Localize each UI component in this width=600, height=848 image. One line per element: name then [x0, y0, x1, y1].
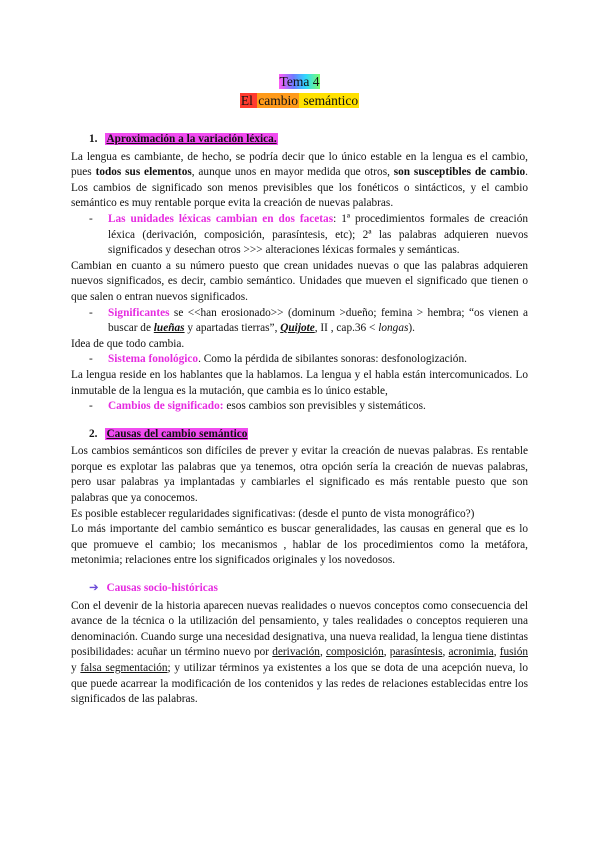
list-item: - Las unidades léxicas cambian en dos facetas: 1ª procedimientos formales de creación léxica (derivación, composición, parasíntesis, etc); 2ª las palabras adquieren nuevos significados y desechan otros >>> alteraciones léxicas formales y semánticas. [71, 212, 528, 259]
chapter-title: El cambio semántico [240, 93, 359, 108]
bullet-list-3 [71, 352, 528, 368]
bullet-list-4 [71, 399, 528, 415]
section1-paragraph-1: La lengua es cambiante, de hecho, se podría decir que lo único estable en la lengua es el cambio, pues todos sus elementos, aunque unos en mayor medida que otros, son susceptibles de cambio. Los cambios de significado son menos previsibles que los fonéticos o sintácticos, y el cambio semántico es muy rentable porque evita la creación de nuevas palabras. [71, 150, 528, 210]
arrow-right-icon: ➔ [89, 582, 99, 595]
section2-paragraph-2: Es posible establecer regularidades significativas: (desde el punto de vista monográfico?) [71, 507, 475, 520]
bullet-list-1 [71, 212, 528, 259]
list-item: - Cambios de significado: esos cambios son previsibles y sistemáticos. [71, 399, 528, 415]
subsection-heading: ➔ Causas socio-históricas [89, 582, 218, 595]
title-block [71, 72, 528, 110]
section1-paragraph-4: La lengua reside en los hablantes que la hablamos. La lengua y el habla están intercomunicados. Lo inmutable de la lengua es la mutación, que cambia es lo único estable, [71, 368, 528, 397]
bullet-list-2 [71, 306, 528, 337]
topic-title: Tema 4 [279, 74, 320, 89]
subsection-paragraph: Con el devenir de la historia aparecen nuevas realidades o nuevos conceptos como consecuencia del avance de la técnica o la utilización del pensamiento, y tales realidades o conceptos requieren una denominación. Cuando surge una necesidad designativa, una nueva realidad, la lengua tiene distintas posibilidades: acuñar un término nuevo por derivación, composición, parasíntesis, acronimia, fusión y falsa segmentación; y utilizar términos ya existentes a los que se dota de una acepción nueva, lo que puede acarrear la modificación de los contenidos y las redes de relaciones establecidas entre los significados de las palabras. [71, 599, 528, 706]
section1-heading: 1. Aproximación a la variación léxica. [89, 133, 277, 145]
section1-paragraph-3: Idea de que todo cambia. [71, 337, 185, 350]
section2-paragraph-1: Los cambios semánticos son difíciles de prever y evitar la creación de nuevas palabras. Es rentable porque es explotar las palabras que ya tenemos, otra opción sería la creación de nuevas palabras, pero usar palabras ya implantadas y cambiarles el significado es más rentable puesto que son palabras que ya conocemos. [71, 445, 528, 505]
list-item: - Significantes se <<han erosionado>> (dominum >dueño; femina > hembra; “os vienen a buscar de lueñas y apartadas tierras”, Quijote, II , cap.36 < longas). [71, 306, 528, 337]
section2-heading: 2. Causas del cambio semántico [89, 427, 248, 440]
document-page [71, 72, 528, 708]
section1-paragraph-2: Cambian en cuanto a su número puesto que crean unidades nuevas o que las palabras adquieren nuevos significados, es decir, cambio semántico. Unidades que mueven el significado que tienen o que salen o entran nuevos significados. [71, 259, 528, 303]
list-item: - Sistema fonológico. Como la pérdida de sibilantes sonoras: desfonologización. [71, 352, 528, 368]
section2-paragraph-3: Lo más importante del cambio semántico es buscar generalidades, las causas en general que es lo que promueve el cambio; los mecanismos , hablar de los procedimientos como la metáfora, metonimia; relaciones entre los significados originales y los novedosos. [71, 523, 528, 567]
